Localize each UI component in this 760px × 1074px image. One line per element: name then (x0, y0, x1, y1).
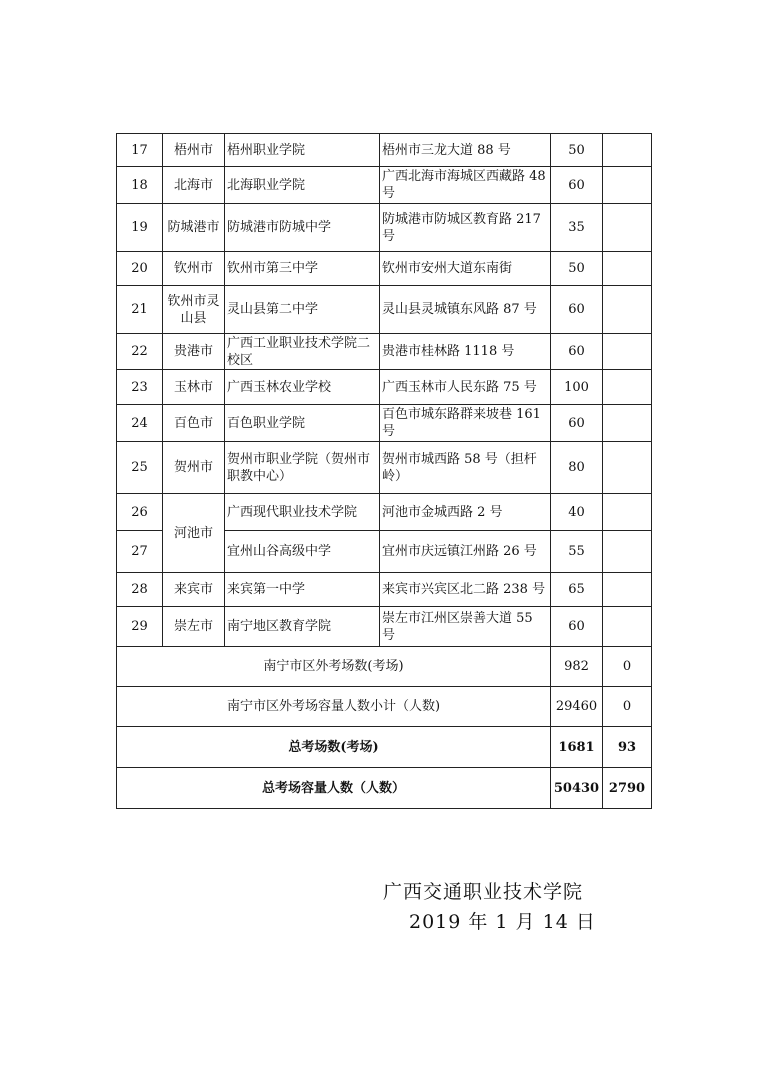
summary-value: 50430 (551, 768, 603, 809)
extra-cell (603, 134, 652, 167)
table-row (117, 334, 652, 370)
city-cell: 钦州市灵山县 (163, 286, 225, 334)
row-number: 19 (117, 204, 163, 252)
summary-value: 1681 (551, 727, 603, 768)
address-cell: 广西玉林市人民东路 75 号 (380, 370, 551, 405)
summary-row-outside-capacity (117, 687, 652, 727)
issuing-organization: 广西交通职业技术学院 (383, 881, 584, 903)
school-cell: 灵山县第二中学 (225, 286, 380, 334)
summary-value: 29460 (551, 687, 603, 727)
summary-extra: 0 (603, 687, 652, 727)
city-cell: 河池市 (163, 494, 225, 573)
summary-extra: 0 (603, 647, 652, 687)
address-cell: 来宾市兴宾区北二路 238 号 (380, 573, 551, 607)
issue-date: 2019 年 1 月 14 日 (409, 911, 596, 933)
city-cell: 玉林市 (163, 370, 225, 405)
rooms-cell: 60 (551, 405, 603, 442)
address-cell: 河池市金城西路 2 号 (380, 494, 551, 531)
summary-label: 总考场容量人数（人数） (117, 768, 551, 809)
summary-extra: 93 (603, 727, 652, 768)
signature-block (383, 877, 623, 937)
school-cell: 广西玉林农业学校 (225, 370, 380, 405)
city-cell: 防城港市 (163, 204, 225, 252)
extra-cell (603, 334, 652, 370)
school-cell: 钦州市第三中学 (225, 252, 380, 286)
city-cell: 贵港市 (163, 334, 225, 370)
summary-label: 南宁市区外考场数(考场) (117, 647, 551, 687)
row-number: 23 (117, 370, 163, 405)
address-cell: 防城港市防城区教育路 217 号 (380, 204, 551, 252)
rooms-cell: 50 (551, 252, 603, 286)
address-cell: 贵港市桂林路 1118 号 (380, 334, 551, 370)
school-cell: 北海职业学院 (225, 167, 380, 204)
extra-cell (603, 607, 652, 647)
rooms-cell: 60 (551, 334, 603, 370)
row-number: 27 (117, 531, 163, 573)
rooms-cell: 50 (551, 134, 603, 167)
extra-cell (603, 494, 652, 531)
school-cell: 贺州市职业学院（贺州市职教中心） (225, 442, 380, 494)
exam-venue-table (116, 133, 652, 809)
row-number: 25 (117, 442, 163, 494)
summary-label: 南宁市区外考场容量人数小计（人数) (117, 687, 551, 727)
address-cell: 广西北海市海城区西藏路 48 号 (380, 167, 551, 204)
row-number: 29 (117, 607, 163, 647)
address-cell: 钦州市安州大道东南街 (380, 252, 551, 286)
row-number: 26 (117, 494, 163, 531)
rooms-cell: 55 (551, 531, 603, 573)
table-row (117, 252, 652, 286)
rooms-cell: 60 (551, 286, 603, 334)
extra-cell (603, 405, 652, 442)
table-row (117, 204, 652, 252)
city-cell: 梧州市 (163, 134, 225, 167)
row-number: 28 (117, 573, 163, 607)
rooms-cell: 80 (551, 442, 603, 494)
city-cell: 北海市 (163, 167, 225, 204)
summary-row-outside-rooms (117, 647, 652, 687)
table-row (117, 573, 652, 607)
school-cell: 来宾第一中学 (225, 573, 380, 607)
city-cell: 钦州市 (163, 252, 225, 286)
row-number: 20 (117, 252, 163, 286)
address-cell: 宜州市庆远镇江州路 26 号 (380, 531, 551, 573)
rooms-cell: 40 (551, 494, 603, 531)
extra-cell (603, 573, 652, 607)
summary-value: 982 (551, 647, 603, 687)
table-row (117, 442, 652, 494)
rooms-cell: 65 (551, 573, 603, 607)
table-row (117, 370, 652, 405)
table-row (117, 607, 652, 647)
row-number: 21 (117, 286, 163, 334)
rooms-cell: 100 (551, 370, 603, 405)
city-cell: 百色市 (163, 405, 225, 442)
school-cell: 百色职业学院 (225, 405, 380, 442)
extra-cell (603, 167, 652, 204)
city-cell: 贺州市 (163, 442, 225, 494)
school-cell: 宜州山谷高级中学 (225, 531, 380, 573)
row-number: 17 (117, 134, 163, 167)
summary-extra: 2790 (603, 768, 652, 809)
school-cell: 防城港市防城中学 (225, 204, 380, 252)
table-row (117, 405, 652, 442)
table-row (117, 134, 652, 167)
address-cell: 崇左市江州区崇善大道 55 号 (380, 607, 551, 647)
extra-cell (603, 442, 652, 494)
extra-cell (603, 204, 652, 252)
school-cell: 广西工业职业技术学院二校区 (225, 334, 380, 370)
city-cell: 来宾市 (163, 573, 225, 607)
extra-cell (603, 252, 652, 286)
extra-cell (603, 370, 652, 405)
rooms-cell: 60 (551, 607, 603, 647)
row-number: 24 (117, 405, 163, 442)
table-row (117, 494, 652, 531)
row-number: 18 (117, 167, 163, 204)
extra-cell (603, 531, 652, 573)
school-cell: 梧州职业学院 (225, 134, 380, 167)
row-number: 22 (117, 334, 163, 370)
summary-row-total-rooms (117, 727, 652, 768)
address-cell: 贺州市城西路 58 号（担杆岭） (380, 442, 551, 494)
summary-row-total-capacity (117, 768, 652, 809)
extra-cell (603, 286, 652, 334)
address-cell: 灵山县灵城镇东风路 87 号 (380, 286, 551, 334)
table-row (117, 167, 652, 204)
summary-label: 总考场数(考场) (117, 727, 551, 768)
school-cell: 广西现代职业技术学院 (225, 494, 380, 531)
school-cell: 南宁地区教育学院 (225, 607, 380, 647)
address-cell: 百色市城东路群来坡巷 161 号 (380, 405, 551, 442)
rooms-cell: 35 (551, 204, 603, 252)
rooms-cell: 60 (551, 167, 603, 204)
city-cell: 崇左市 (163, 607, 225, 647)
address-cell: 梧州市三龙大道 88 号 (380, 134, 551, 167)
table-row (117, 286, 652, 334)
